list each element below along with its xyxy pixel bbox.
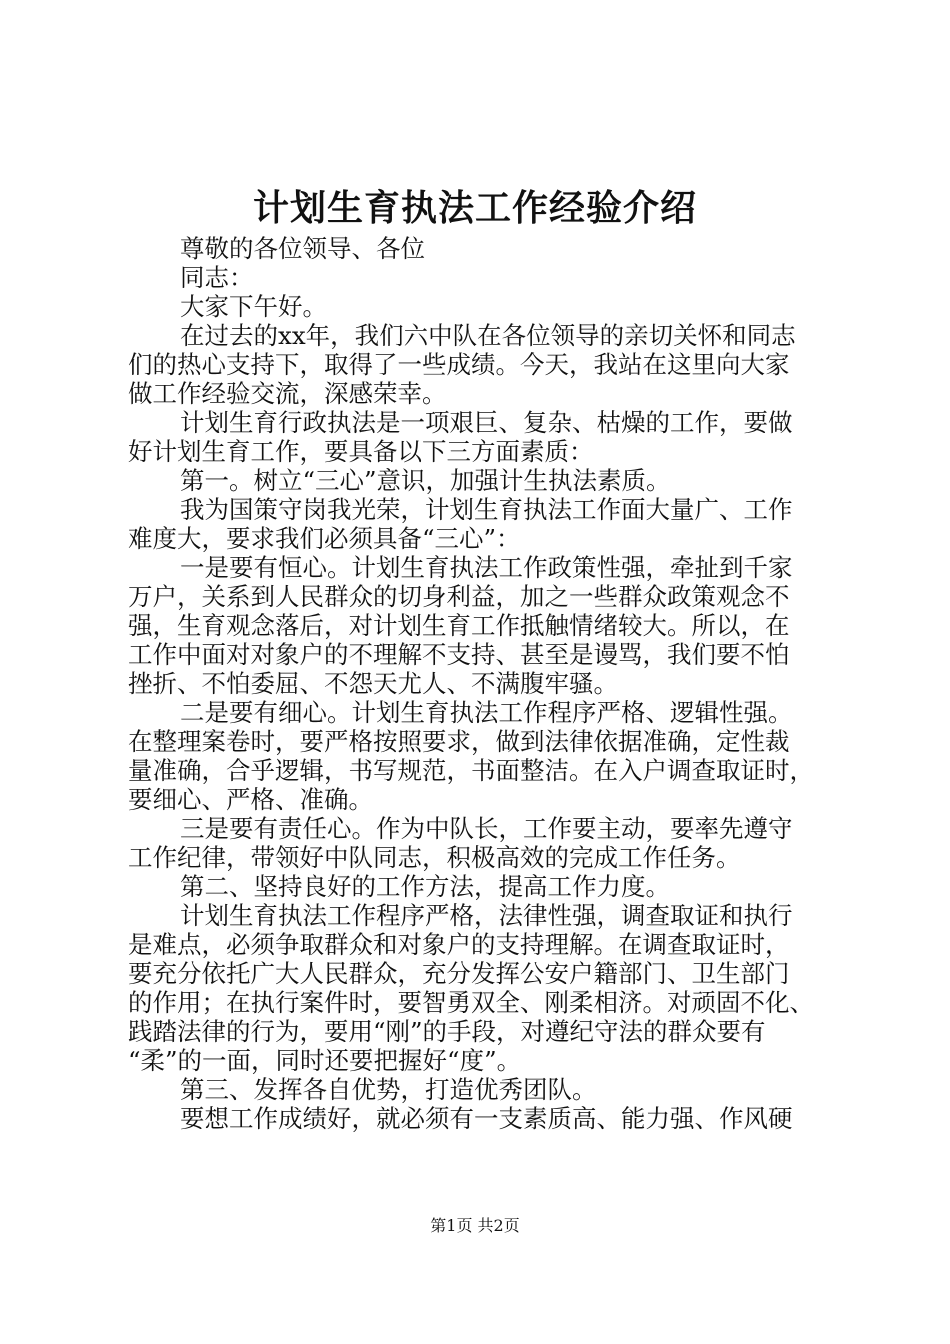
- document-body: [128, 234, 834, 1133]
- text-line: “柔”的一面，同时还要把握好“度”。: [128, 1046, 522, 1075]
- text-line: 强，生育观念落后，对计划生育工作抵触情绪较大。所以，在: [128, 611, 790, 640]
- text-line: 三是要有责任心。作为中队长，工作要主动，要率先遵守: [180, 814, 793, 843]
- text-line: 工作纪律，带领好中队同志，积极高效的完成工作任务。: [128, 843, 741, 872]
- text-line: 践踏法律的行为，要用“刚”的手段，对遵纪守法的群众要有: [128, 1017, 766, 1046]
- text-line: 挫折、不怕委屈、不怨天尤人、不满腹牢骚。: [128, 669, 618, 698]
- text-line: 量准确，合乎逻辑，书写规范，书面整洁。在入户调查取证时，: [128, 756, 814, 785]
- text-line: 是难点，必须争取群众和对象户的支持理解。在调查取证时，: [128, 930, 790, 959]
- page-footer: 第1页 共2页: [430, 1216, 520, 1235]
- text-line: 万户，关系到人民群众的切身利益，加之一些群众政策观念不: [128, 582, 790, 611]
- text-line: 好计划生育工作，要具备以下三方面素质：: [128, 437, 594, 466]
- text-line: 们的热心支持下，取得了一些成绩。今天，我站在这里向大家: [128, 350, 790, 379]
- text-line: 在过去的xx年，我们六中队在各位领导的亲切关怀和同志: [180, 321, 796, 350]
- text-line: 尊敬的各位领导、各位: [180, 234, 425, 263]
- document-title: 计划生育执法工作经验介绍: [252, 187, 697, 229]
- text-line: 计划生育执法工作程序严格，法律性强，调查取证和执行: [180, 901, 793, 930]
- text-line: 二是要有细心。计划生育执法工作程序严格、逻辑性强。: [180, 698, 793, 727]
- text-line: 同志：: [180, 263, 254, 292]
- text-line: 的作用；在执行案件时，要智勇双全、刚柔相济。对顽固不化、: [128, 988, 814, 1017]
- text-line: 要想工作成绩好，就必须有一支素质高、能力强、作风硬: [180, 1104, 793, 1133]
- text-line: 我为国策守岗我光荣，计划生育执法工作面大量广、工作: [180, 495, 793, 524]
- text-line: 工作中面对对象户的不理解不支持、甚至是谩骂，我们要不怕: [128, 640, 790, 669]
- text-line: 要细心、严格、准确。: [128, 785, 373, 814]
- text-line: 在整理案卷时，要严格按照要求，做到法律依据准确，定性裁: [128, 727, 790, 756]
- text-line: 第三、发挥各自优势，打造优秀团队。: [180, 1075, 597, 1104]
- text-line: 要充分依托广大人民群众，充分发挥公安户籍部门、卫生部门: [128, 959, 790, 988]
- text-line: 做工作经验交流，深感荣幸。: [128, 379, 447, 408]
- text-line: 第二、坚持良好的工作方法，提高工作力度。: [180, 872, 670, 901]
- text-line: 大家下午好。: [180, 292, 327, 321]
- text-line: 第一。树立“三心”意识，加强计生执法素质。: [180, 466, 671, 495]
- text-line: 难度大，要求我们必须具备“三心”：: [128, 524, 521, 553]
- text-line: 计划生育行政执法是一项艰巨、复杂、枯燥的工作，要做: [180, 408, 793, 437]
- text-line: 一是要有恒心。计划生育执法工作政策性强，牵扯到千家: [180, 553, 793, 582]
